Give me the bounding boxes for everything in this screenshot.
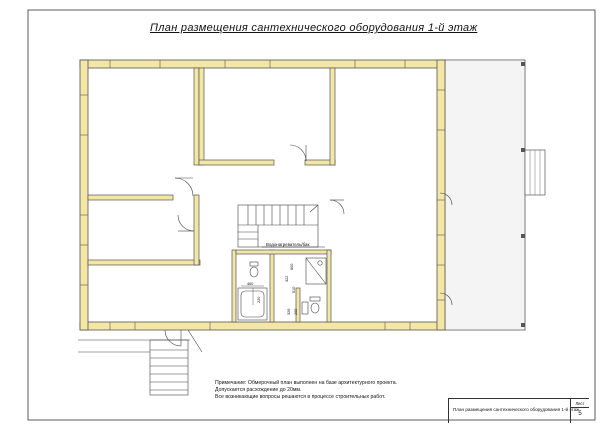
- page-title: План размещения сантехнического оборудования 1-й этаж: [150, 22, 478, 34]
- sheet-label: Лист: [571, 401, 589, 408]
- entrance-porch: [78, 330, 202, 395]
- note-line: Все возникающие вопросы решаются в процессе строительных работ.: [215, 394, 386, 401]
- dim-322: 322: [285, 275, 289, 282]
- terrace: [445, 60, 545, 330]
- title-block-name: План размещения сантехнического оборудования 1-й этаж: [453, 407, 580, 412]
- sheet-number: 5: [578, 411, 582, 417]
- dim-510: 510: [292, 286, 296, 293]
- sanitary-fixtures: [238, 258, 326, 320]
- dim-326: 326: [287, 308, 291, 315]
- drawing-note: [215, 380, 445, 402]
- dim-220: 220: [257, 296, 261, 303]
- note-line: Допускается расхождение до 20мм.: [215, 387, 302, 394]
- title-block: [448, 398, 589, 423]
- dim-200: 200: [294, 308, 298, 315]
- interior-walls: [88, 68, 335, 322]
- water-heater-label: Водонагреватель/бак: [266, 242, 310, 247]
- sheet-number-cell: [570, 399, 589, 423]
- note-line: Примечание: Обмерочный план выполнен на базе архитектурного проекта.: [215, 380, 398, 386]
- staircase: [238, 205, 318, 247]
- dim-460: 460: [247, 282, 254, 286]
- dim-600: 600: [290, 263, 294, 270]
